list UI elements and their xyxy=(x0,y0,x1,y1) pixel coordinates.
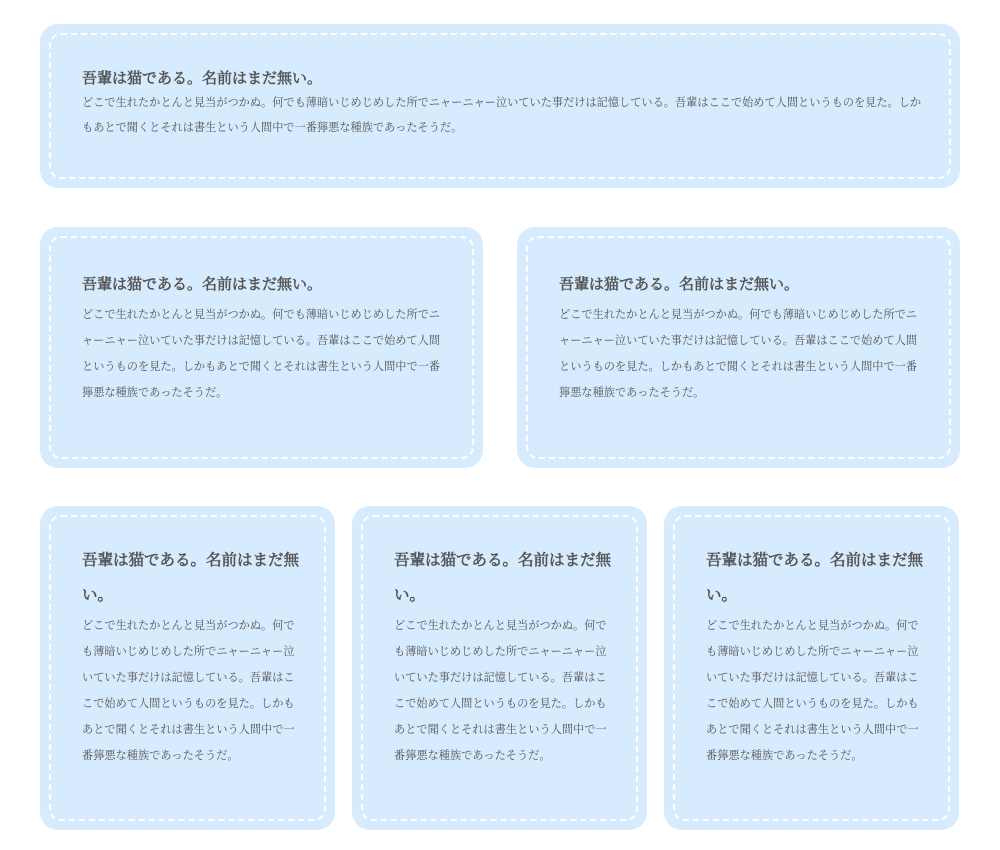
card-dashed-frame xyxy=(526,236,951,459)
card-dashed-frame xyxy=(49,236,474,459)
card-dashed-frame xyxy=(49,515,326,821)
card-title: 吾輩は猫である。名前はまだ無い。 xyxy=(706,551,924,604)
card-body-text: どこで生れたかとんと見当がつかぬ。何でも薄暗いじめじめした所でニャーニャー泣いていた事だけは記憶している。吾輩はここで始めて人間というものを見た。しかもあとで聞くとそれは書生という人間中で一番獰悪な種族であったそうだ。 xyxy=(559,308,918,399)
card-body-text: どこで生れたかとんと見当がつかぬ。何でも薄暗いじめじめした所でニャーニャー泣いていた事だけは記憶している。吾輩はここで始めて人間というものを見た。しかもあとで聞くとそれは書生という人間中で一番獰悪な種族であったそうだ。 xyxy=(82,308,441,399)
card-dashed-frame xyxy=(49,33,951,179)
text-card-wide xyxy=(40,24,960,188)
card-title: 吾輩は猫である。名前はまだ無い。 xyxy=(559,275,800,293)
text-card-half-right xyxy=(517,227,960,468)
card-dashed-frame xyxy=(361,515,638,821)
text-card-half-left xyxy=(40,227,483,468)
text-card-third-left xyxy=(40,506,335,830)
text-card-third-middle xyxy=(352,506,647,830)
card-title: 吾輩は猫である。名前はまだ無い。 xyxy=(82,69,323,87)
card-title: 吾輩は猫である。名前はまだ無い。 xyxy=(394,551,612,604)
card-dashed-frame xyxy=(673,515,950,821)
card-body-text: どこで生れたかとんと見当がつかぬ。何でも薄暗いじめじめした所でニャーニャー泣いていた事だけは記憶している。吾輩はここで始めて人間というものを見た。しかもあとで聞くとそれは書生という人間中で一番獰悪な種族であったそうだ。 xyxy=(706,619,919,762)
card-body-text: どこで生れたかとんと見当がつかぬ。何でも薄暗いじめじめした所でニャーニャー泣いていた事だけは記憶している。吾輩はここで始めて人間というものを見た。しかもあとで聞くとそれは書生という人間中で一番獰悪な種族であったそうだ。 xyxy=(394,619,607,762)
card-title: 吾輩は猫である。名前はまだ無い。 xyxy=(82,551,300,604)
card-body-text: どこで生れたかとんと見当がつかぬ。何でも薄暗いじめじめした所でニャーニャー泣いていた事だけは記憶している。吾輩はここで始めて人間というものを見た。しかもあとで聞くとそれは書生という人間中で一番獰悪な種族であったそうだ。 xyxy=(82,96,922,134)
card-title: 吾輩は猫である。名前はまだ無い。 xyxy=(82,275,323,293)
card-body-text: どこで生れたかとんと見当がつかぬ。何でも薄暗いじめじめした所でニャーニャー泣いていた事だけは記憶している。吾輩はここで始めて人間というものを見た。しかもあとで聞くとそれは書生という人間中で一番獰悪な種族であったそうだ。 xyxy=(82,619,295,762)
text-card-third-right xyxy=(664,506,959,830)
